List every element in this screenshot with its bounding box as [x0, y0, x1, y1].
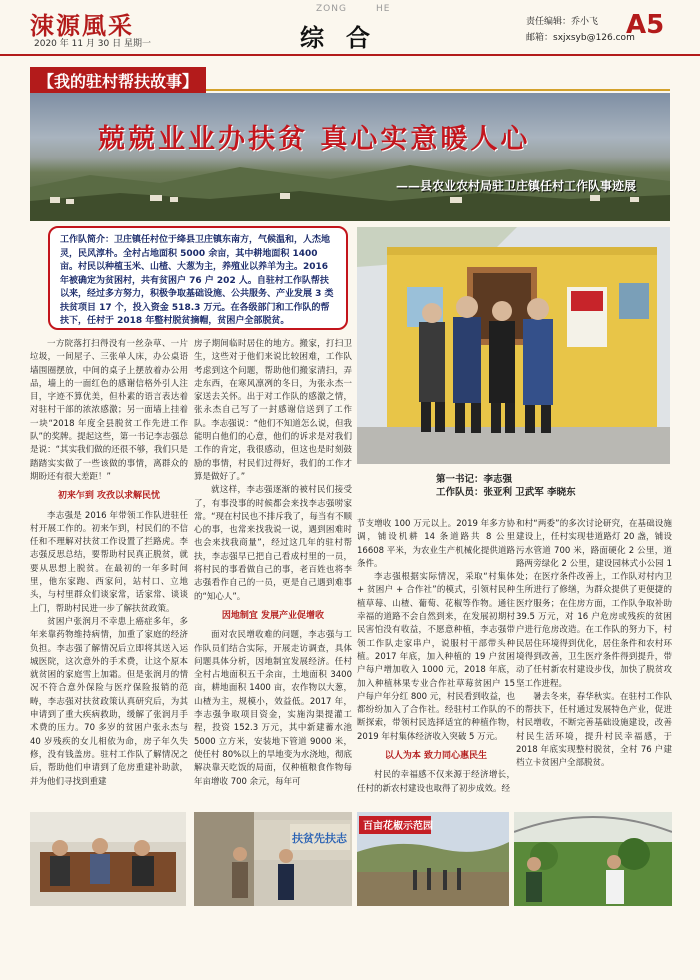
section-pinyin-right: HE — [376, 4, 391, 14]
orchard-sign: 百亩花椒示范园 — [363, 821, 433, 832]
paragraph: 村民的幸福感不仅来源于经济增长，任村的新农村建设也取得了初步成效。经 — [357, 770, 515, 794]
section-title: 综合 — [300, 23, 392, 52]
paragraph: 暑去冬来，春华秋实。在驻村工作队的帮扶下，任村通过发展特色产业，促进村民增收，不断完善基础设施建设，改善村民生活环境，提升村民幸福感，于 2018 年底实现整村脱贫，全村 76 户建档立卡贫困户全部脱贫。 — [516, 691, 672, 769]
photo-greenhouse — [514, 812, 672, 906]
story-tag-label: 【我的驻村帮扶故事】 — [30, 67, 206, 94]
editor-line: 责任编辑：乔小飞 — [526, 17, 599, 27]
page-number: A5 — [626, 10, 665, 40]
subheading-3: 以人为本 致力同心惠民生 — [384, 751, 488, 762]
team-photo — [357, 227, 670, 464]
paragraph: 李志强根据实际情况，采取“村集体 + 贫困户 + 合作社”的模式，引领村民种植草莓、山楂、葡萄、花椒等作物。通往幸福的道路不会自然到来，在发展初期村民害怕没有收益，不愿意种植，李志强带领工作队走家串户，说服村干部带头种植。2017 年底，加入种植的 19 户贫困户每户增加收入 1000 元，2018 年底，加入种植林果专业合作社草莓贫困户 15 户每户年分红 800 元，村民看到收益，也都纷纷加入了合作社。经驻村工作队的不断探索，带领村民选择适宜的种植作物，2019 年村集体经济收入突破 5 万元。 — [357, 572, 515, 742]
greenhouse-photo-image — [514, 812, 672, 906]
masthead — [0, 0, 700, 56]
paragraph: 房子期间临时居住的地方。搬家，打扫卫生，这些对于他们来说比较困难，工作队考虑到这个问题，帮助他们搬家清扫，弄走东西，在寒风凛冽的冬日，为张永杰一家送去关怀。出于对工作队的感激之情，张永杰自己写了一封感谢信送到了工作队。李志强说：“他们不知道怎么说，但我能明白他们的心意，他们的诉求是对我们工作的肯定，我很感动，但这也是时刻鼓励的事情，村民们过得好，我们的工作才算是做好了。” — [194, 339, 352, 482]
subheading-2: 因地制宜 发展产业促增收 — [221, 610, 325, 621]
photo-pepper-orchard — [357, 812, 509, 906]
editor-info — [526, 14, 635, 46]
caption-secretary: 第一书记：李志强 — [436, 474, 513, 485]
caption-members: 工作队员：张亚利 卫武军 李晓东 — [436, 487, 576, 498]
section-pinyin-left: ZONG — [316, 4, 347, 14]
paragraph: 李志强是 2016 年带领工作队进驻任村开展工作的。初来乍到，村民们的不信任和不理解对扶贫工作设置了拦路虎。李志强反思总结，要帮助村民真正脱贫，就要从思想上脱贫。在最初的一年多时间里，他东家跑、西家问，站村口、立地头，与村里群众们谈家常，话家常、谈谈上门，帮助村民进一步了解扶贫政策。 — [30, 510, 188, 614]
photo-caption — [436, 473, 666, 499]
team-intro-box: 工作队简介：卫庄镇任村位于绛县卫庄镇东南方，气候温和，人杰地灵，民风淳朴。全村占地面积 5000 余亩，其中耕地面积 1400 亩。村民以种植玉米、山楂、大葱为主，养殖业以养羊为主。2016 年被确定为贫困村，共有贫困户 76 户 202 人。自驻村工作队帮扶以来，经过多方努力，积极争取基础设施、公共服务、产业发展 3 类扶贫项目 17 个，投入资金 518.3 万元。在各级部门和工作队的帮扶下，任村于 2018 年整村脱贫摘帽，贫困户全部脱贫。 — [48, 226, 348, 330]
headline: 兢兢业业办扶贫 真心实意暖人心 — [98, 124, 531, 155]
article-column-2 — [194, 338, 352, 789]
wall-slogan: 扶贫先扶志 — [292, 832, 347, 845]
issue-date: 2020 年 11 月 30 日 星期一 — [34, 39, 151, 49]
orchard-photo-image — [357, 812, 509, 906]
article-column-1 — [30, 338, 188, 789]
paragraph: 就这样，李志强逐渐的被村民们接受了，有事没事的时候都会来找李志强唠家常。“现在村民也不排斥我了，每当有不顺心的事，也常来找我说一说，遇到困难时也会来找我商量”，经过这几年的驻村帮扶，李志强早已把自己看成村里的一员，将村民的事看做自己的事，老百姓也将李志强看作自己的一员，更是自己遇到难事的“知心人”。 — [194, 485, 352, 602]
paragraph: 和村“两委”的多次讨论研究，在基础设施建设上，任村实现巷道路灯 20 盏，铺设污水管道 700 米，路面硬化 2 公里，道路两旁绿化 2 公里，建设园林式小公园 1 处；在医疗条件改善上，工作队对村内卫生所进行了修缮，为群众提供了更便捷的医疗服务；在住房方面，工作队争取补助 39.5 万元，对 16 户危房或残疾的贫困户进行危房改造。在工作队的努力下，村民居住环境得到优化，居住条件和农村环境得到改善，卫生医疗条件得到提升，带动了任村新农村建设步伐，加快了脱贫攻坚工作进程。 — [516, 519, 672, 689]
photo-village-visit — [194, 812, 352, 906]
paragraph: 面对农民增收难的问题，李志强与工作队员们结合实际，开展走访调查，具体问题具体分析，因地制宜发展经济。任村全村占地面积五千余亩，土地面积 3400 亩，耕地面积 1400 亩，农作物以大葱，山楂为主，规模小，效益低。2017 年，李志强争取项目资金，实施沟渠提灌工程，投资 152.3 万元，其中新建蓄水池 5000 立方米，安装地下管道 9000 米，使任村 80%以上的旱地变为水浇地，彻底解决靠天吃饭的局面，仅种植粮食作物每年亩增收 700 余元，每年可 — [194, 630, 352, 787]
article-column-4 — [516, 518, 672, 771]
paragraph: 一方院落打扫得没有一丝杂草、一片垃圾，一间屋子、三张单人床，办公桌语墙围圈摆放，中间的桌子上摆放着办公用品，墙上的一面红色的感谢信格外引人注目，字迹不算优美，但朴素的语言表达着对驻村干部的浓浓感激；另一面墙上挂着一块“2018 年度全县脱贫工作先进工作队”的奖牌。提起这些，第一书记李志强总是说：“其实我们做的还很不够，我们只是踏踏实实做了一些该做的事情，离群众的期盼还有很大差距！” — [30, 339, 188, 482]
photo-meeting — [30, 812, 186, 906]
email-line: 邮箱：sxjxsyb@126.com — [526, 33, 635, 43]
headline-subtitle: ——县农业农村局驻卫庄镇任村工作队事迹展 — [395, 179, 636, 193]
paragraph: 节支增收 100 万元以上。2019 年多方协调，铺设机耕 14 条道路共 8 公里 16608 平米，为农业生产机械化提供道路条件。 — [357, 519, 515, 569]
article-column-3 — [357, 518, 515, 796]
headline-banner — [30, 93, 670, 221]
meeting-photo-image — [30, 812, 186, 906]
paragraph: 贫困户张润月不幸患上癌症多年，多年来靠药物维持病情，加重了家庭的经济负担。李志强了解情况后立即将其送入运城医院，这次意外的手术费，让这个原本就贫困的家庭雪上加霜。但是张润月的情况不符合意外保险与医疗保险报销的范畴，李志强对扶贫政策认真研究后，为其申请到了重大疾病救助，缓解了张润月手术费的压力。70 多岁的贫困户张永杰与 40 岁残疾的女儿相依为命，房子年久失修，没有钱盖房。驻村工作队了解情况之后，帮助他们申请到了危房重建补助款，并为他们寻找到重建 — [30, 616, 188, 787]
story-tag — [30, 67, 670, 91]
team-photo-image — [357, 227, 670, 464]
subheading-1: 初来乍到 攻孜以求解民忧 — [57, 491, 161, 502]
paper-name: 涑源風采 — [30, 11, 134, 40]
village-photo-image — [194, 812, 352, 906]
